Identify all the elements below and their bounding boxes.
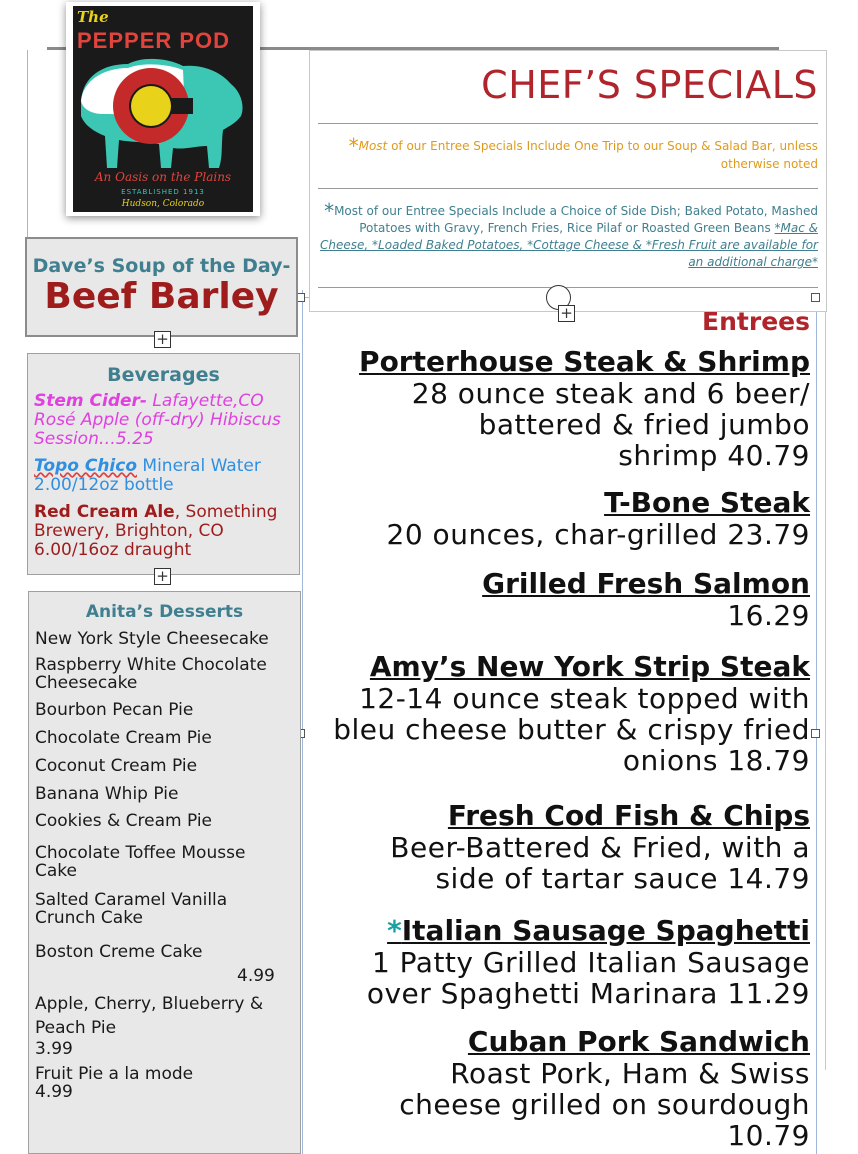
entree-item[interactable] — [330, 346, 810, 471]
dessert-item: Boston Creme Cake — [35, 942, 203, 962]
entree-desc: 28 ounce steak and 6 beer/ battered & fried jumbo shrimp 40.79 — [411, 377, 810, 472]
divider — [318, 287, 818, 288]
desserts-title: Anita’s Desserts — [85, 602, 244, 622]
note-star-icon: * — [348, 134, 359, 158]
dessert-price: 3.99 — [35, 1039, 73, 1059]
side-dish-note — [318, 199, 818, 271]
dessert-item: Chocolate Toffee Mousse Cake — [35, 843, 246, 881]
beverage-detail: Lafayette,CO Rosé Apple (off-dry) Hibiscus Session…5.25 — [34, 391, 281, 449]
divider — [318, 188, 818, 189]
logo-established: ESTABLISHED 1913 — [121, 188, 205, 196]
beverage-detail: , Something Brewery, Brighton, CO 6.00/16oz draught — [34, 502, 278, 560]
specials-title: CHEF’S SPECIALS — [481, 63, 818, 107]
soup-salad-note — [328, 134, 818, 173]
entree-desc: 16.29 — [727, 599, 810, 632]
dessert-price: 4.99 — [237, 966, 275, 986]
dessert-item: Bourbon Pecan Pie — [35, 700, 194, 720]
beverages-box[interactable] — [27, 353, 300, 575]
note1-text: of our Entree Specials Include One Trip to our Soup & Salad Bar, unless otherwise noted — [387, 139, 818, 171]
entree-item[interactable] — [330, 487, 810, 550]
entree-item[interactable] — [330, 651, 810, 776]
dessert-item: Salted Caramel Vanilla Crunch Cake — [35, 890, 228, 928]
guide-line — [27, 50, 28, 240]
entree-item[interactable] — [330, 800, 810, 894]
divider — [318, 123, 818, 124]
dessert-item: New York Style Cheesecake — [35, 629, 269, 649]
entree-desc: 12-14 ounce steak topped with bleu cheese butter & crispy fried onions 18.79 — [333, 682, 810, 777]
soup-label: Dave’s Soup of the Day- — [32, 255, 291, 277]
beverage-name: Topo Chico — [34, 456, 138, 476]
beverage-item — [34, 503, 299, 560]
note1-em: Most — [358, 139, 388, 153]
dessert-item: Cookies & Cream Pie — [35, 811, 213, 831]
entrees-heading: Entrees — [702, 307, 810, 336]
entree-item[interactable] — [330, 1026, 810, 1151]
beverage-item — [34, 457, 299, 495]
entree-name: T-Bone Steak — [604, 486, 810, 519]
logo-tagline: An Oasis on the Plains — [94, 170, 232, 184]
beverage-item — [34, 392, 299, 449]
entree-desc: 20 ounces, char-grilled 23.79 — [386, 518, 810, 551]
entree-name: Cuban Pork Sandwich — [467, 1025, 810, 1058]
entree-name: Fresh Cod Fish & Chips — [447, 799, 810, 832]
note2-text: Most of our Entree Specials Include a Choice of Side Dish; Baked Potato, Mashed Potatoes with Gravy, French Fries, Rice Pilaf or Roasted Green Beans — [334, 204, 818, 235]
note-star-icon: * — [324, 199, 335, 223]
entree-name: Grilled Fresh Salmon — [482, 567, 810, 600]
logo-name: PEPPER POD — [77, 28, 231, 53]
note2-extra: *Mac & Cheese, *Loaded Baked Potatoes, *Cottage Cheese & *Fresh Fruit are available for an additional charge* — [320, 221, 818, 269]
entree-item[interactable] — [330, 568, 810, 631]
beverage-name: Stem Cider- — [34, 391, 147, 411]
logo-line1: The — [77, 8, 109, 26]
entree-name: Amy’s New York Strip Steak — [369, 650, 810, 683]
restaurant-logo — [66, 2, 260, 216]
soup-name: Beef Barley — [44, 276, 279, 317]
add-icon[interactable]: + — [558, 305, 575, 322]
beverage-name: Red Cream Ale — [34, 502, 175, 522]
entree-name: Porterhouse Steak & Shrimp — [359, 345, 810, 378]
soup-of-the-day[interactable] — [25, 237, 298, 337]
resize-handle[interactable] — [811, 729, 820, 738]
guide-line — [816, 296, 817, 1154]
star-icon: * — [387, 914, 402, 947]
entree-name-row — [310, 915, 810, 947]
entree-desc: 1 Patty Grilled Italian Sausage over Spaghetti Marinara 11.29 — [366, 946, 810, 1010]
guide-line — [302, 290, 303, 1154]
chefs-specials-header[interactable] — [309, 50, 827, 312]
logo-location: Hudson, Colorado — [121, 199, 205, 209]
entree-desc: Beer-Battered & Fried, with a side of tartar sauce 14.79 — [390, 831, 810, 895]
entree-name: Italian Sausage Spaghetti — [401, 914, 810, 947]
beverage-detail: Mineral Water 2.00/12oz bottle — [34, 456, 261, 495]
entree-desc: Roast Pork, Ham & Swiss cheese grilled on sourdough 10.79 — [399, 1057, 810, 1152]
dessert-item: Chocolate Cream Pie — [35, 728, 212, 748]
resize-handle[interactable] — [811, 293, 820, 302]
entree-item[interactable] — [310, 915, 810, 1009]
add-icon[interactable]: + — [154, 568, 171, 585]
beverages-title: Beverages — [107, 364, 220, 386]
dessert-item: Coconut Cream Pie — [35, 756, 198, 776]
dessert-item: Raspberry White Chocolate Cheesecake — [35, 655, 267, 693]
dessert-item: Banana Whip Pie — [35, 784, 179, 804]
dessert-item: Fruit Pie a la mode 4.99 — [35, 1064, 194, 1102]
desserts-box[interactable] — [28, 591, 301, 1154]
dessert-item: Apple, Cherry, Blueberry & Peach Pie — [35, 994, 264, 1038]
add-icon[interactable]: + — [154, 331, 171, 348]
